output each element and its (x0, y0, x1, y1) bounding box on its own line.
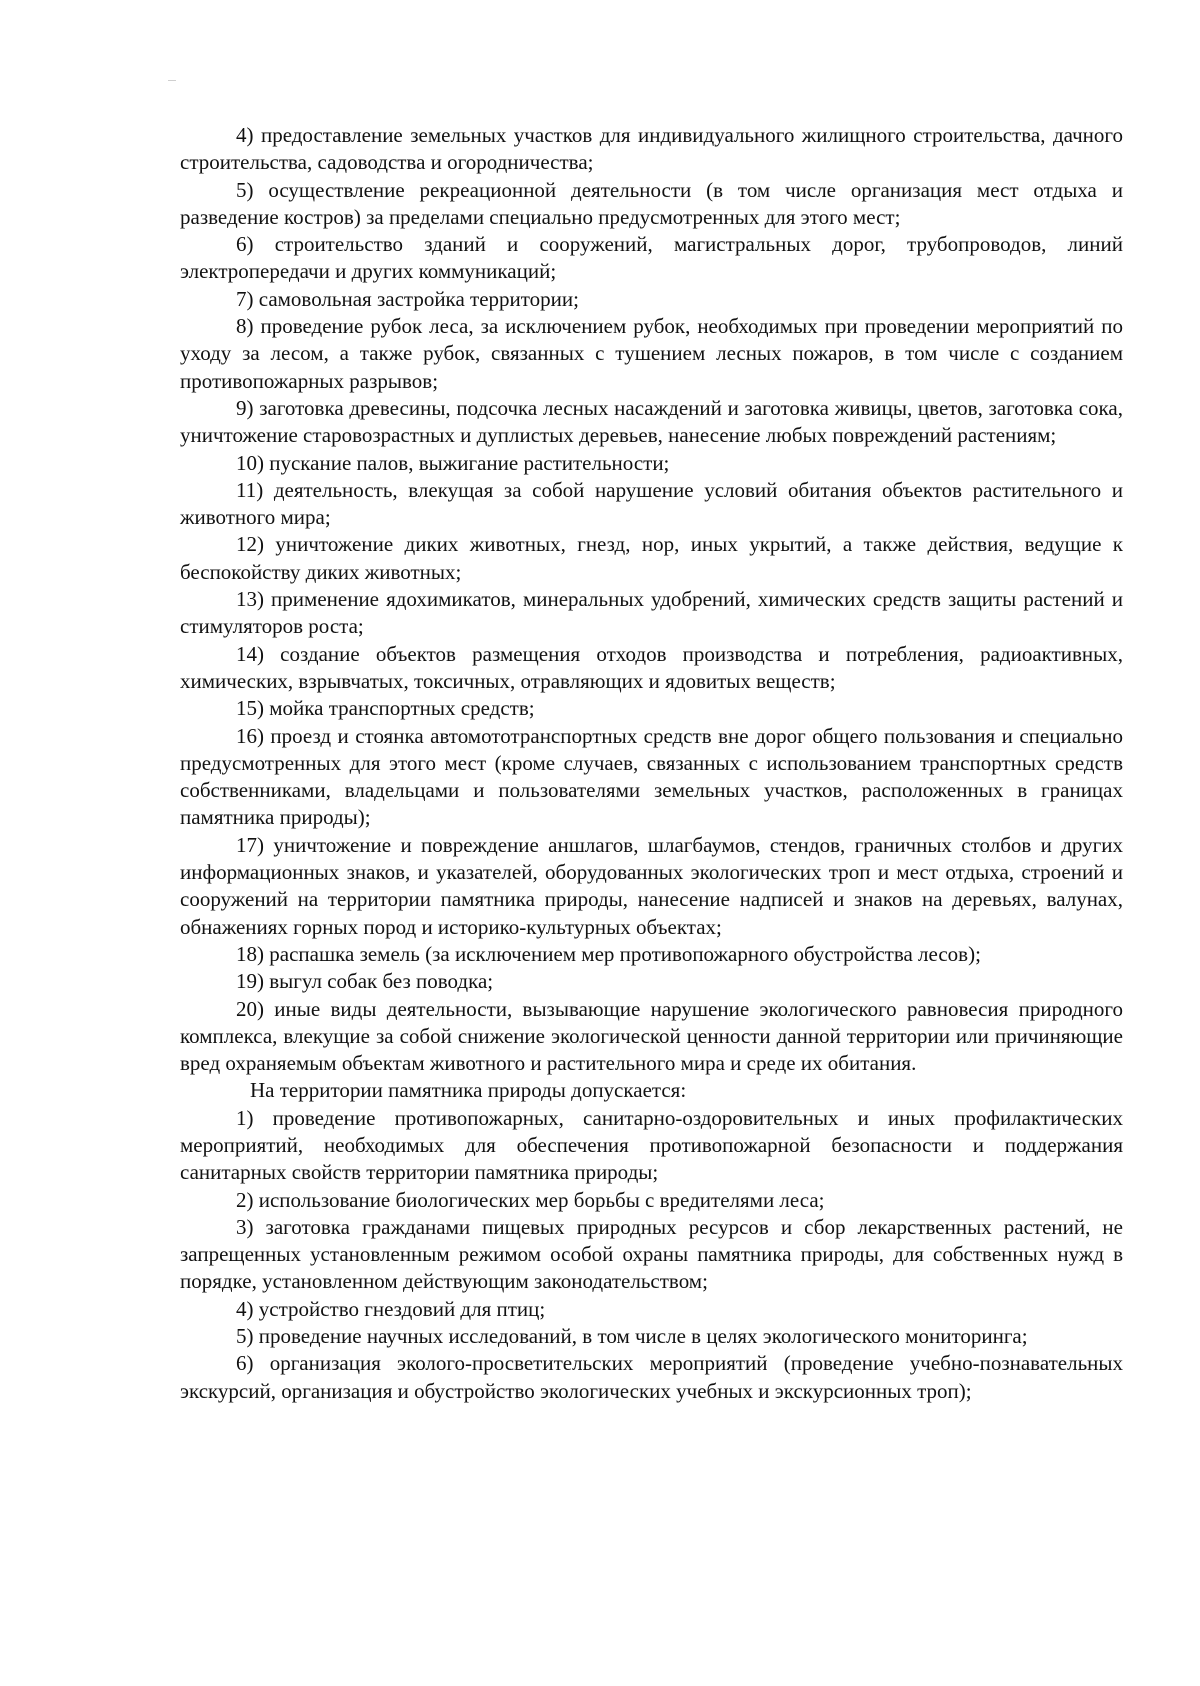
paragraph-item-12: 12) уничтожение диких животных, гнезд, нор, иных укрытий, а также действия, ведущие к беспокойству диких животных; (180, 532, 1123, 584)
paragraph-item-11: 11) деятельность, влекущая за собой нарушение условий обитания объектов растительного и животного мира; (180, 477, 1123, 530)
paragraph-item-6: 6) строительство зданий и сооружений, магистральных дорог, трубопроводов, линий электропередачи и других коммуникаций; (180, 232, 1123, 284)
paragraph-item-15: 15) мойка транспортных средств; (236, 696, 535, 721)
permitted-item-2: 2) использование биологических мер борьбы с вредителями леса; (236, 1187, 825, 1212)
paragraph-item-14: 14) создание объектов размещения отходов производства и потребления, радиоактивных, химических, взрывчатых, токсичных, отравляющих и ядовитых веществ; (180, 641, 1123, 693)
paragraph-item-20: 20) иные виды деятельности, вызывающие нарушение экологического равновесия природного комплекса, влекущие за собой снижение экологической ценности данной территории или причиняющие вред охраняемым объектам животного и растительного мира и среде их обитания. (180, 996, 1123, 1076)
paragraph-item-17: 17) уничтожение и повреждение аншлагов, шлагбаумов, стендов, граничных столбов и других информационных знаков, и указателей, оборудованных экологических троп и мест отдыха, строений и сооружений на территории памятника природы, нанесение надписей и знаков на деревьях, валунах, обнажениях горных пород и историко-культурных объектах; (180, 832, 1123, 939)
permitted-item-1: 1) проведение противопожарных, санитарно-оздоровительных и иных профилактических мероприятий, необходимых для обеспечения противопожарной безопасности и поддержания санитарных свойств территории памятника природы; (180, 1105, 1123, 1185)
paragraph-item-13: 13) применение ядохимикатов, минеральных удобрений, химических средств защиты растений и стимуляторов роста; (180, 587, 1123, 639)
document-page (180, 122, 1123, 1405)
paragraph-item-8: 8) проведение рубок леса, за исключением рубок, необходимых при проведении мероприятий по уходу за лесом, а также рубок, связанных с тушением лесных пожаров, в том числе с созданием противопожарных разрывов; (180, 314, 1123, 393)
scan-speck (168, 80, 176, 81)
paragraph-item-19: 19) выгул собак без поводка; (236, 969, 494, 994)
permitted-item-6: 6) организация эколого-просветительских мероприятий (проведение учебно-познавательных экскурсий, организация и обустройство экологических учебных и экскурсионных троп); (180, 1351, 1123, 1403)
paragraph-item-16: 16) проезд и стоянка автомототранспортных средств вне дорог общего пользования и специально предусмотренных для этого мест (кроме случаев, связанных с использованием транспортных средств собственниками, владельцами и пользователями земельных участков, расположенных в границах памятника природы); (180, 723, 1123, 830)
paragraph-item-4: 4) предоставление земельных участков для индивидуального жилищного строительства, дачного строительства, садоводства и огородничества; (180, 123, 1123, 175)
permitted-item-5: 5) проведение научных исследований, в том числе в целях экологического мониторинга; (236, 1324, 1028, 1349)
permitted-item-3: 3) заготовка гражданами пищевых природных ресурсов и сбор лекарственных растений, не запрещенных установленным режимом особой охраны памятника природы, для собственных нужд в порядке, установленном действующим законодательством; (180, 1214, 1123, 1294)
paragraph-item-18: 18) распашка земель (за исключением мер противопожарного обустройства лесов); (236, 941, 981, 966)
paragraph-item-10: 10) пускание палов, выжигание растительности; (236, 450, 670, 475)
permitted-intro: На территории памятника природы допускается: (250, 1078, 687, 1103)
paragraph-item-5: 5) осуществление рекреационной деятельности (в том числе организация мест отдыха и разведение костров) за пределами специально предусмотренных для этого мест; (180, 177, 1123, 229)
permitted-item-4: 4) устройство гнездовий для птиц; (236, 1296, 546, 1321)
paragraph-item-9: 9) заготовка древесины, подсочка лесных насаждений и заготовка живицы, цветов, заготовка сока, уничтожение старовозрастных и дуплистых деревьев, нанесение любых повреждений растениям; (180, 395, 1123, 448)
paragraph-item-7: 7) самовольная застройка территории; (236, 286, 579, 311)
